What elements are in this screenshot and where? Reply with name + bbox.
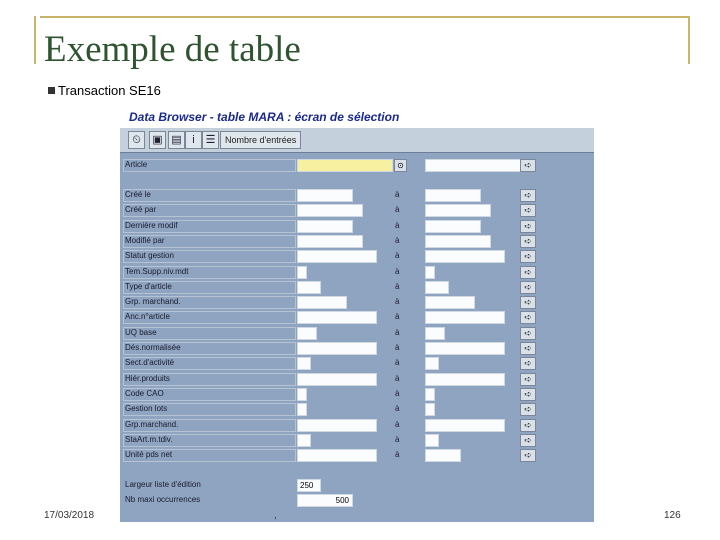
multiple-selection-icon[interactable]: ➪ [520, 189, 536, 202]
matchcode-icon[interactable]: ⊙ [394, 159, 407, 172]
slide-frame-right [688, 16, 690, 64]
range-separator: à [395, 281, 400, 291]
multiple-selection-icon[interactable]: ➪ [520, 403, 536, 416]
range-separator: à [395, 251, 400, 261]
label-frame [123, 296, 296, 309]
multiple-selection-icon[interactable]: ➪ [520, 281, 536, 294]
page-number: 126 [664, 510, 681, 521]
range-low-input[interactable] [297, 220, 353, 233]
article-high-input[interactable] [425, 159, 521, 172]
footer-mark: , [274, 510, 277, 521]
footer-date: 17/03/2018 [44, 510, 95, 521]
multiple-selection-icon[interactable]: ➪ [520, 266, 536, 279]
field-label: Dernière modif [125, 220, 178, 230]
range-separator: à [395, 358, 400, 368]
range-high-input[interactable] [425, 281, 449, 294]
field-label: Hiér.produits [125, 373, 170, 383]
range-high-input[interactable] [425, 403, 435, 416]
range-low-input[interactable] [297, 189, 353, 202]
range-separator: à [395, 205, 400, 215]
label-frame [123, 159, 296, 172]
range-high-input[interactable] [425, 434, 439, 447]
multiple-selection-icon[interactable]: ➪ [520, 296, 536, 309]
sap-selection-screen [120, 128, 594, 522]
label-frame [123, 266, 296, 279]
setting-value-input[interactable]: 250 [297, 479, 321, 492]
field-row [120, 327, 594, 341]
range-high-input[interactable] [425, 250, 505, 263]
setting-label: Nb maxi occurrences [125, 495, 201, 504]
field-label: Dés.normalisée [125, 343, 181, 352]
range-separator: à [395, 373, 400, 383]
label-frame [123, 235, 296, 248]
multi-select-icon[interactable]: ▣ [149, 131, 166, 149]
field-row [120, 204, 594, 218]
field-label: Gestion lots [125, 404, 168, 414]
range-low-input[interactable] [297, 296, 347, 309]
setting-row [120, 494, 594, 508]
label-frame [123, 204, 296, 217]
multiple-selection-icon[interactable]: ➪ [520, 204, 536, 217]
multiple-selection-icon[interactable]: ➪ [520, 419, 536, 432]
range-separator: à [395, 312, 400, 322]
multiple-selection-icon[interactable]: ➪ [520, 342, 536, 355]
range-separator: à [395, 450, 400, 460]
multiple-selection-icon[interactable]: ➪ [520, 449, 536, 462]
sap-screen-title: Data Browser - table MARA : écran de sélection [129, 110, 400, 124]
label-frame [123, 357, 296, 370]
field-row [120, 189, 594, 203]
range-low-input[interactable] [297, 235, 363, 248]
field-label: Grp. marchand. [125, 297, 181, 307]
field-label: UQ base [125, 327, 157, 337]
label-frame [123, 189, 296, 202]
field-label: Créé par [125, 205, 157, 215]
setting-value-input[interactable]: 500 [297, 494, 353, 507]
range-low-input[interactable] [297, 266, 307, 279]
field-label: Statut gestion [125, 251, 174, 261]
range-low-input[interactable] [297, 449, 377, 462]
range-high-input[interactable] [425, 296, 475, 309]
label-frame [123, 342, 296, 355]
field-label: StaArt.m.tdiv. [125, 434, 173, 444]
slide-frame-left [34, 16, 36, 64]
multiple-selection-icon[interactable]: ➪ [520, 235, 536, 248]
range-low-input[interactable] [297, 281, 321, 294]
range-low-input[interactable] [297, 311, 377, 324]
range-high-input[interactable] [425, 342, 505, 355]
sap-toolbar [120, 128, 594, 153]
multiple-selection-icon[interactable]: ➪ [520, 434, 536, 447]
field-label: Sect.d'activité [125, 358, 175, 368]
range-high-input[interactable] [425, 449, 461, 462]
setting-row [120, 479, 594, 493]
field-row [120, 403, 594, 417]
multiple-selection-icon[interactable]: ➪ [520, 373, 536, 386]
label-frame [123, 434, 296, 447]
field-label: Unité pds net [125, 450, 173, 460]
slide-frame-top [40, 16, 690, 18]
field-row [120, 296, 594, 310]
field-row [120, 357, 594, 371]
field-label: Code CAO [125, 388, 164, 398]
field-row [120, 419, 594, 433]
range-low-input[interactable] [297, 403, 307, 416]
field-row [120, 220, 594, 234]
range-low-input[interactable] [297, 388, 307, 401]
label-frame [123, 311, 296, 324]
label-frame [123, 388, 296, 401]
range-separator: à [395, 404, 400, 414]
label-frame [123, 281, 296, 294]
range-high-input[interactable] [425, 266, 435, 279]
range-high-input[interactable] [425, 419, 505, 432]
multiple-selection-icon[interactable]: ➪ [520, 159, 536, 172]
entries-count-button[interactable]: Nombre d'entrées [220, 131, 301, 149]
field-label: Tem.Supp.niv.mdt [125, 266, 189, 276]
range-high-input[interactable] [425, 357, 439, 370]
range-low-input[interactable] [297, 434, 311, 447]
range-separator: à [395, 235, 400, 245]
range-separator: à [395, 297, 400, 307]
field-row [120, 388, 594, 402]
range-separator: à [395, 419, 400, 429]
range-separator: à [395, 343, 400, 352]
range-low-input[interactable] [297, 357, 311, 370]
range-separator: à [395, 327, 400, 337]
setting-label: Largeur liste d'édition [125, 480, 201, 489]
range-high-input[interactable] [425, 204, 491, 217]
field-label: Type d'article [125, 281, 172, 291]
range-separator: à [395, 388, 400, 398]
multiple-selection-icon[interactable]: ➪ [520, 250, 536, 263]
multiple-selection-icon[interactable]: ➪ [520, 327, 536, 340]
range-separator: à [395, 266, 400, 276]
range-low-input[interactable] [297, 250, 377, 263]
range-separator: à [395, 220, 400, 230]
multiple-selection-icon[interactable]: ➪ [520, 357, 536, 370]
field-row [120, 373, 594, 387]
field-row [120, 281, 594, 295]
multiple-selection-icon[interactable]: ➪ [520, 311, 536, 324]
field-row [120, 449, 594, 463]
slide-title: Exemple de table [44, 29, 301, 70]
list-icon[interactable]: ☰ [202, 131, 219, 149]
field-row [120, 311, 594, 325]
label-frame [123, 373, 296, 386]
field-row [120, 342, 594, 356]
range-high-input[interactable] [425, 311, 505, 324]
range-low-input[interactable] [297, 419, 377, 432]
range-high-input[interactable] [425, 189, 481, 202]
label-frame [123, 250, 296, 263]
range-high-input[interactable] [425, 327, 445, 340]
label-frame [123, 449, 296, 462]
label-frame [123, 403, 296, 416]
bullet-transaction: Transaction SE16 [48, 83, 161, 98]
save-icon[interactable]: ▤ [168, 131, 185, 149]
field-row-article [120, 159, 594, 173]
range-high-input[interactable] [425, 388, 435, 401]
range-high-input[interactable] [425, 373, 505, 386]
field-row [120, 250, 594, 264]
field-row [120, 434, 594, 448]
field-label: Créé le [125, 190, 151, 199]
field-label: Grp.marchand. [125, 419, 179, 429]
range-low-input[interactable] [297, 327, 317, 340]
range-low-input[interactable] [297, 373, 377, 386]
field-label: Modifié par [125, 235, 165, 245]
field-row [120, 266, 594, 280]
article-low-input[interactable] [297, 159, 393, 172]
label-frame [123, 220, 296, 233]
label-frame [123, 327, 296, 340]
field-label: Article [125, 160, 148, 169]
range-high-input[interactable] [425, 220, 481, 233]
execute-icon[interactable]: ⏲ [128, 131, 145, 149]
range-low-input[interactable] [297, 342, 377, 355]
field-row [120, 235, 594, 249]
range-high-input[interactable] [425, 235, 491, 248]
info-icon[interactable]: i [185, 131, 202, 149]
multiple-selection-icon[interactable]: ➪ [520, 220, 536, 233]
range-low-input[interactable] [297, 204, 363, 217]
multiple-selection-icon[interactable]: ➪ [520, 388, 536, 401]
range-separator: à [395, 190, 400, 199]
label-frame [123, 419, 296, 432]
range-separator: à [395, 434, 400, 444]
field-label: Anc.n°article [125, 312, 170, 322]
